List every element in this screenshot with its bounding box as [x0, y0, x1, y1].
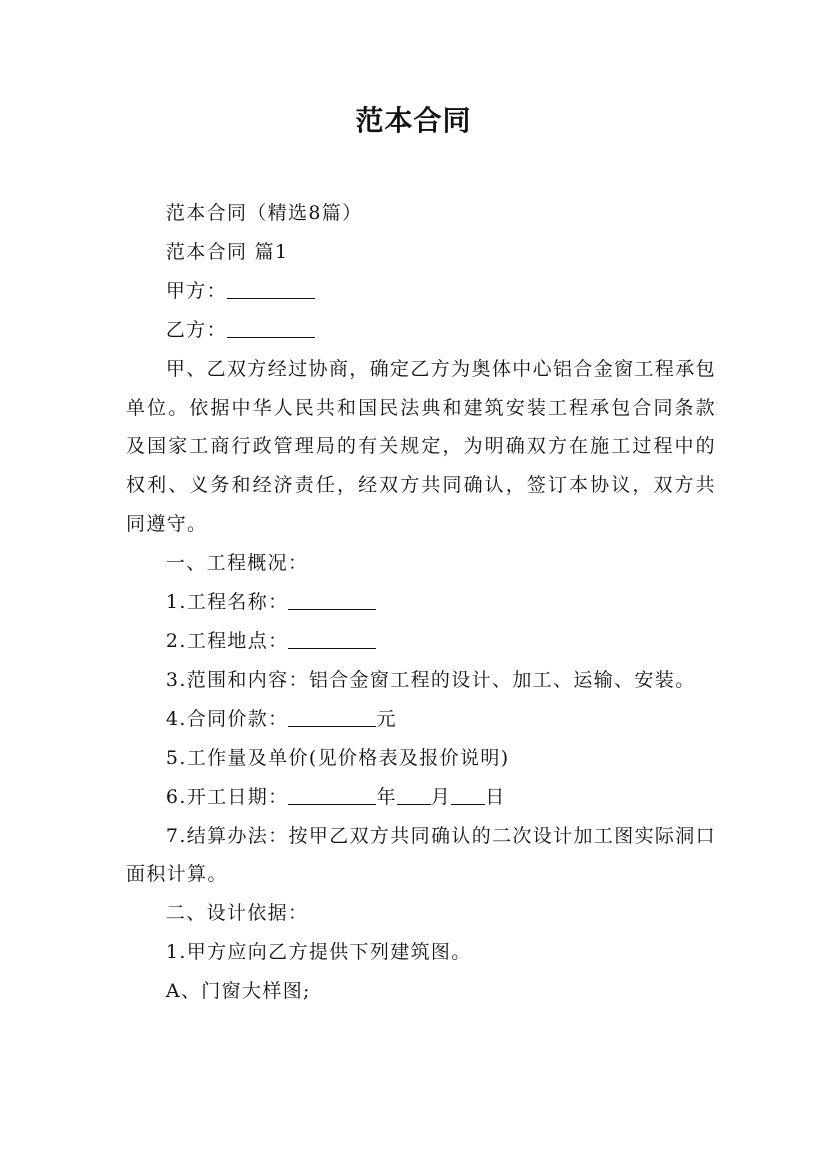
subtitle-text: 范本合同（精选8篇）	[165, 202, 363, 224]
start-date-line	[126, 778, 716, 817]
start-date-label: 6.开工日期：	[165, 785, 289, 808]
design-basis-heading: 二、设计依据：	[165, 902, 309, 925]
start-month-blank	[397, 786, 431, 805]
paragraph-settlement	[126, 817, 716, 895]
paragraph-section-heading	[126, 233, 716, 272]
start-day-unit: 日	[485, 785, 506, 808]
paragraph-scope	[126, 661, 716, 700]
party-a-line	[126, 272, 716, 311]
project-name-blank	[288, 591, 376, 610]
project-name-label: 1.工程名称：	[165, 591, 289, 614]
project-location-blank	[288, 630, 376, 649]
project-name-line	[126, 583, 716, 622]
paragraph-project-overview-heading	[126, 544, 716, 583]
paragraph-workload	[126, 739, 716, 778]
document-title: 范本合同	[355, 104, 472, 137]
party-b-line	[126, 311, 716, 350]
paragraph-design-basis-heading	[126, 894, 716, 933]
contract-price-unit: 元	[376, 707, 397, 730]
preamble-text: 甲、乙双方经过协商，确定乙方为奥体中心铝合金窗工程承包单位。依据中华人民共和国民法典和建筑安装工程承包合同条款及国家工商行政管理局的有关规定，为明确双方在施工过程中的权利、义务和经济责任，经双方共同确认，签订本协议，双方共同遵守。	[126, 357, 716, 536]
paragraph-preamble	[126, 350, 716, 545]
workload-text: 5.工作量及单价(见价格表及报价说明)	[165, 746, 510, 769]
start-month-unit: 月	[430, 785, 452, 808]
project-location-label: 2.工程地点：	[165, 629, 289, 652]
party-b-blank	[227, 319, 315, 338]
party-a-label: 甲方：	[165, 279, 227, 302]
paragraph-drawings	[126, 933, 716, 972]
item-a-text: A、门窗大样图;	[165, 980, 311, 1003]
party-a-blank	[227, 280, 315, 299]
start-day-blank	[451, 786, 485, 805]
party-b-label: 乙方：	[165, 318, 227, 341]
paragraph-item-a	[126, 972, 716, 1011]
contract-price-blank	[288, 708, 376, 727]
start-year-unit: 年	[376, 785, 397, 808]
paragraph-subtitle	[126, 194, 716, 233]
section-heading-text: 范本合同 篇1	[165, 240, 289, 263]
settlement-text: 7.结算办法：按甲乙双方共同确认的二次设计加工图实际洞口面积计算。	[126, 824, 716, 886]
project-location-line	[126, 622, 716, 661]
document-body	[126, 194, 716, 1011]
project-overview-heading: 一、工程概况：	[165, 552, 309, 575]
contract-price-label: 4.合同价款：	[165, 707, 289, 730]
contract-price-line	[126, 700, 716, 739]
start-year-blank	[288, 786, 376, 805]
scope-text: 3.范围和内容：铝合金窗工程的设计、加工、运输、安装。	[165, 668, 696, 691]
drawings-text: 1.甲方应向乙方提供下列建筑图。	[165, 941, 472, 964]
